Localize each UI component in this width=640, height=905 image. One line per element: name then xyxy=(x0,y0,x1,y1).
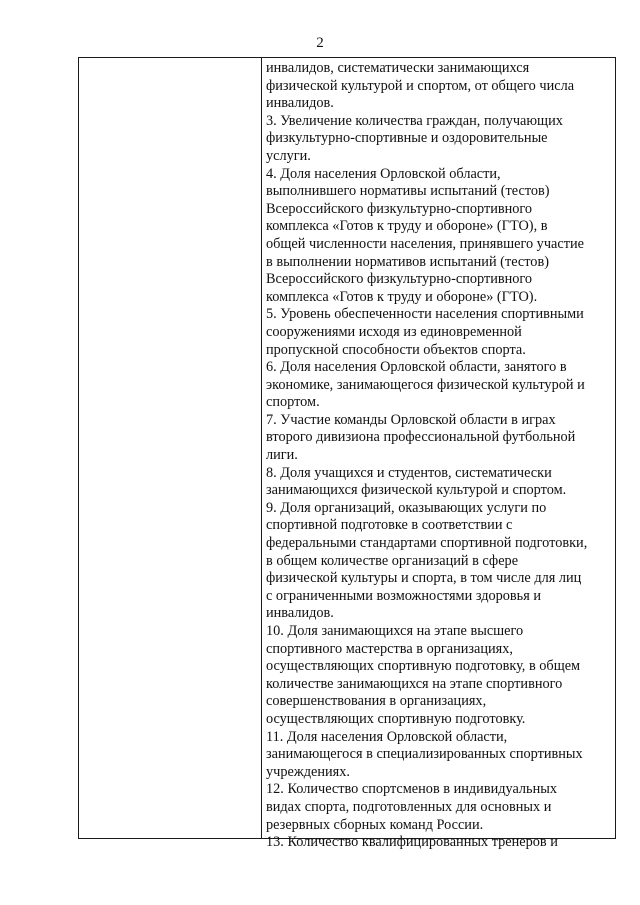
text-line: видах спорта, подготовленных для основных и xyxy=(266,798,552,815)
text-line: 9. Доля организаций, оказывающих услуги по xyxy=(266,499,547,516)
text-line: 8. Доля учащихся и студентов, систематически xyxy=(266,464,552,481)
column-divider xyxy=(261,58,262,838)
page-number: 2 xyxy=(316,35,324,51)
text-line: совершенствования в организациях, xyxy=(266,693,487,710)
text-line: в общем количестве организаций в сфере xyxy=(266,552,519,569)
text-line: Всероссийского физкультурно-спортивного xyxy=(266,200,533,217)
text-line: 5. Уровень обеспеченности населения спортивными xyxy=(266,306,584,323)
text-line: 10. Доля занимающихся на этапе высшего xyxy=(266,623,524,639)
text-line: осуществляющих спортивную подготовку, в общем xyxy=(266,658,581,675)
text-line: 4. Доля населения Орловской области, xyxy=(266,165,501,182)
text-line: количестве занимающихся на этапе спортивного xyxy=(266,675,563,692)
text-line: второго дивизиона профессиональной футбольной xyxy=(266,429,576,446)
text-line: комплекса «Готов к труду и обороне» (ГТО), в xyxy=(266,218,548,235)
text-line: выполнившего нормативы испытаний (тестов) xyxy=(266,183,550,200)
text-line: инвалидов, систематически занимающихся xyxy=(266,60,530,76)
text-line: учреждениях. xyxy=(266,763,350,780)
text-line: инвалидов. xyxy=(266,95,334,112)
text-line: 7. Участие команды Орловской области в играх xyxy=(266,411,556,428)
text-line: спортивной подготовке в соответствии с xyxy=(266,517,513,534)
text-line: физической культурой и спортом, от общего числа xyxy=(266,77,575,94)
text-line: общей численности населения, принявшего участие xyxy=(266,235,584,252)
text-line: федеральными стандартами спортивной подготовки, xyxy=(266,535,588,552)
text-line: физкультурно-спортивные и оздоровительные xyxy=(266,130,548,147)
text-line: резервных сборных команд России. xyxy=(266,816,484,833)
text-line: лиги. xyxy=(266,447,298,464)
text-line: с ограниченными возможностями здоровья и xyxy=(266,587,541,604)
text-line: экономике, занимающегося физической культурой и xyxy=(266,376,585,393)
text-line: комплекса «Готов к труду и обороне» (ГТО). xyxy=(266,288,538,305)
text-line: в выполнении нормативов испытаний (тестов) xyxy=(266,253,549,270)
text-line: занимающихся физической культурой и спортом. xyxy=(266,482,567,499)
text-line: Всероссийского физкультурно-спортивного xyxy=(266,271,533,288)
text-line: физической культуры и спорта, в том числе для лиц xyxy=(266,570,582,587)
text-line: 3. Увеличение количества граждан, получающих xyxy=(266,112,563,129)
text-line: 13. Количество квалифицированных тренеров и xyxy=(266,834,558,851)
text-line: сооружениями исходя из единовременной xyxy=(266,323,522,340)
text-line: пропускной способности объектов спорта. xyxy=(266,341,526,358)
text-line: инвалидов. xyxy=(266,605,334,622)
text-line: 6. Доля населения Орловской области, занятого в xyxy=(266,359,567,376)
text-line: 11. Доля населения Орловской области, xyxy=(266,728,508,745)
document-table xyxy=(78,57,616,851)
table-right-cell xyxy=(266,60,616,852)
text-line: занимающегося в специализированных спортивных xyxy=(266,746,583,763)
text-line: осуществляющих спортивную подготовку. xyxy=(266,710,526,727)
text-line: спортивного мастерства в организациях, xyxy=(266,640,513,657)
text-line: услуги. xyxy=(266,147,311,164)
text-line: спортом. xyxy=(266,394,320,411)
text-line: 12. Количество спортсменов в индивидуальных xyxy=(266,781,557,798)
